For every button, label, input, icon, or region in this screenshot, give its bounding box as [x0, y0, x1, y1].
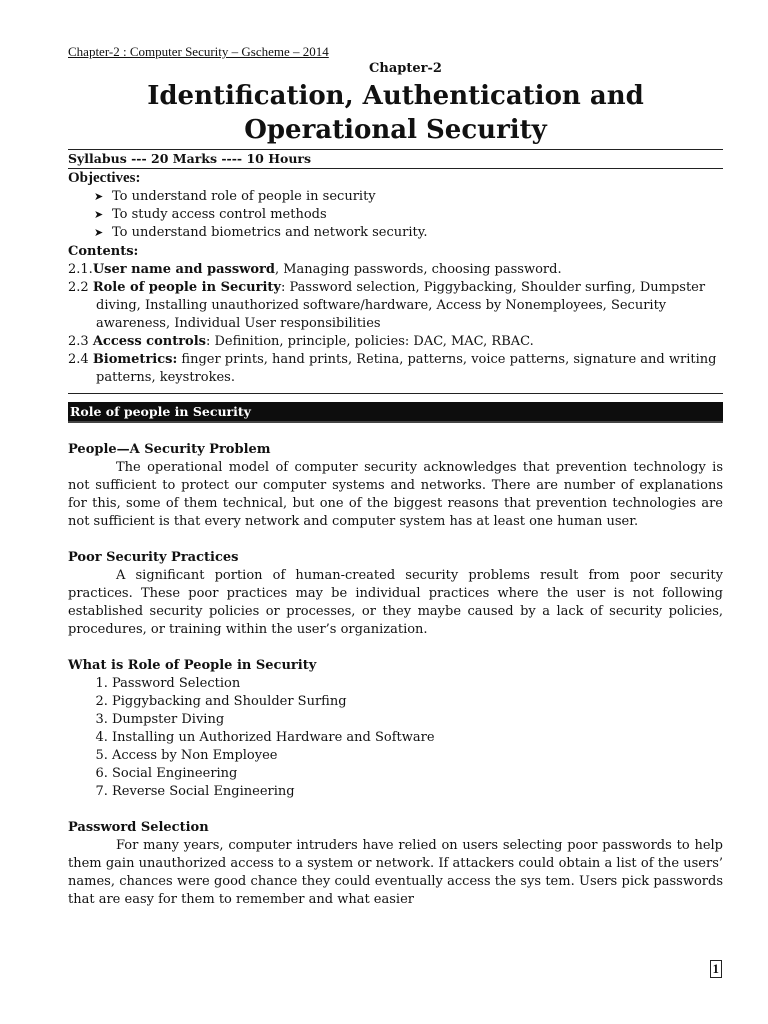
syllabus-line: Syllabus --- 20 Marks ---- 10 Hours — [68, 149, 723, 169]
running-header: Chapter-2 : Computer Security – Gscheme – 2014 — [68, 44, 329, 59]
contents-heading: Contents: — [68, 244, 139, 259]
arrow-bullet-icon: ➤ — [94, 208, 104, 221]
section-heading-bar: Role of people in Security — [68, 402, 723, 423]
spacer — [68, 531, 723, 549]
password-selection-heading: Password Selection — [68, 820, 209, 835]
spacer — [68, 639, 723, 657]
contents-item: 2.1.User name and password, Managing passwords, choosing password. — [68, 262, 562, 277]
title-line-2: Operational Security — [244, 115, 547, 145]
divider — [68, 393, 723, 394]
list-item: 4. Installing un Authorized Hardware and Software — [112, 729, 723, 747]
spacer — [68, 801, 723, 819]
roles-heading: What is Role of People in Security — [68, 658, 317, 673]
page-number: 1 — [710, 960, 723, 978]
list-item: 7. Reverse Social Engineering — [112, 783, 723, 801]
list-item: 3. Dumpster Diving — [112, 711, 723, 729]
objective-item: ➤ To understand biometrics and network security. — [94, 225, 428, 240]
contents-item: 2.3 Access controls: Definition, principle, policies: DAC, MAC, RBAC. — [68, 334, 534, 349]
objectives-list — [68, 188, 723, 242]
objectives-heading: Objectives: — [68, 170, 141, 186]
list-item: 6. Social Engineering — [112, 765, 723, 783]
roles-list — [68, 675, 723, 801]
password-selection-paragraph: For many years, computer intruders have relied on users selecting poor passwords to help them gain unauthorized access to a system or network. If attackers could obtain a list of the users’ names, chances were good chance they could eventually access the sys tem. Users pick passwords that are easy for them to remember and what easier — [68, 838, 723, 907]
title-line-1: Identification, Authentication and — [147, 81, 644, 111]
poor-practices-heading: Poor Security Practices — [68, 550, 239, 565]
chapter-label: Chapter-2 — [369, 61, 442, 76]
list-item: 2. Piggybacking and Shoulder Surfing — [112, 693, 723, 711]
poor-practices-paragraph: A significant portion of human-created security problems result from poor security practices. These poor practices may be individual practices where the user is not following established security policies or processes, or they maybe caused by a lack of security policies, procedures, or training within the user’s organization. — [68, 568, 723, 637]
spacer — [68, 423, 723, 441]
document-title — [68, 79, 723, 147]
contents-item: 2.4 Biometrics: finger prints, hand prints, Retina, patterns, voice patterns, signature and writing patterns, keystrokes. — [68, 352, 717, 385]
document-page — [68, 44, 723, 909]
people-problem-paragraph: The operational model of computer security acknowledges that prevention technology is not sufficient to protect our computer systems and networks. There are number of explanations for this, some of them technical, but one of the biggest reasons that prevention technologies are not sufficient is that every network and computer system has at least one human user. — [68, 460, 723, 529]
list-item: 1. Password Selection — [112, 675, 723, 693]
people-problem-heading: People—A Security Problem — [68, 442, 271, 457]
list-item: 5. Access by Non Employee — [112, 747, 723, 765]
arrow-bullet-icon: ➤ — [94, 226, 104, 239]
arrow-bullet-icon: ➤ — [94, 190, 104, 203]
contents-item: 2.2 Role of people in Security: Password selection, Piggybacking, Shoulder surfing, Dumpster diving, Installing unauthorized software/hardware, Access by Nonemployees, Security awareness, Individual User responsibilities — [68, 280, 706, 331]
objective-item: ➤ To study access control methods — [94, 207, 327, 222]
objective-item: ➤ To understand role of people in security — [94, 189, 376, 204]
